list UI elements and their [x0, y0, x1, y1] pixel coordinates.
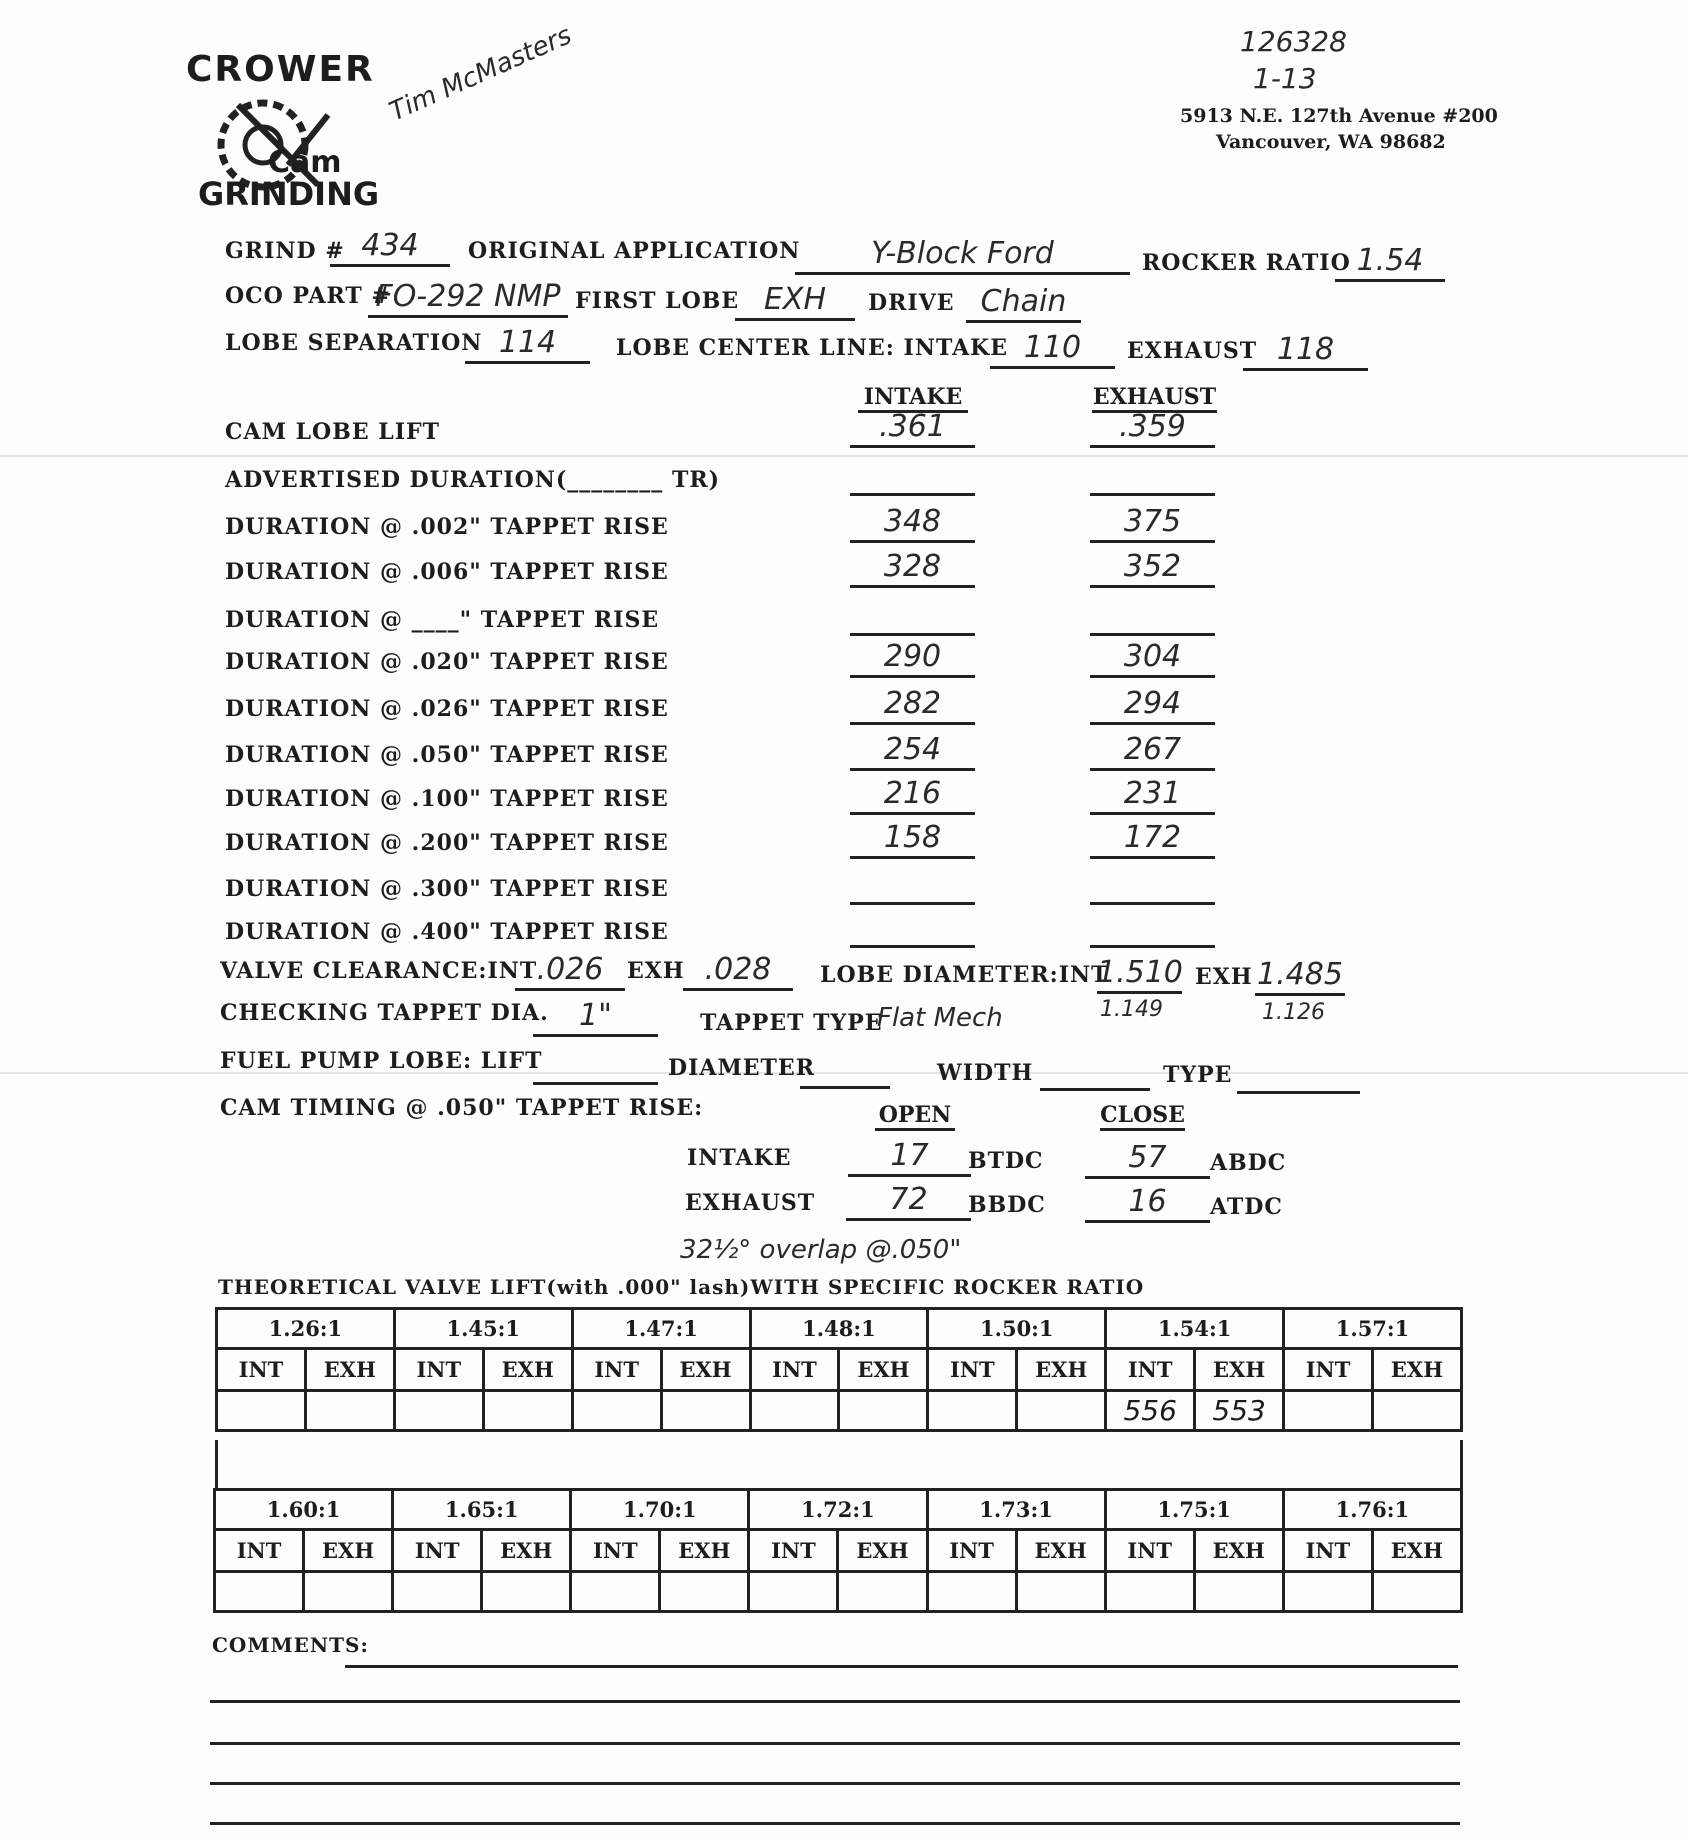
comments-line	[210, 1742, 1460, 1745]
spec-row-exhaust: 267	[1090, 732, 1215, 771]
lift-table-title: THEORETICAL VALVE LIFT(with .000" lash)WITH SPECIFIC ROCKER RATIO	[218, 1275, 1145, 1299]
lobe-diameter-label: LOBE DIAMETER:INT	[820, 962, 1109, 988]
fuel-pump-width-blank	[1040, 1052, 1150, 1091]
handwritten-ref-number: 126328	[1240, 25, 1347, 58]
lift-int-value	[750, 1391, 839, 1431]
rocker-ratio-header: 1.47:1	[572, 1309, 750, 1349]
handwritten-name: Tim McMasters	[385, 20, 577, 128]
exh-subheader: EXH	[660, 1530, 749, 1572]
lobe-diameter-int-sub: 1.149	[1100, 997, 1163, 1022]
tappet-type-label: TAPPET TYPE	[700, 1010, 883, 1036]
lift-exh-value	[1194, 1572, 1283, 1612]
rocker-ratio-value: 1.54	[1335, 243, 1445, 282]
lift-exh-value	[304, 1572, 393, 1612]
timing-close-header: CLOSE	[1100, 1102, 1185, 1131]
rocker-ratio-header: 1.45:1	[394, 1309, 572, 1349]
rocker-ratio-header: 1.50:1	[928, 1309, 1106, 1349]
timing-intake-open: 17	[848, 1138, 971, 1177]
int-subheader: INT	[750, 1349, 839, 1391]
exh-subheader: EXH	[1017, 1349, 1106, 1391]
lift-exh-value	[1016, 1572, 1105, 1612]
fuel-pump-label: FUEL PUMP LOBE: LIFT	[220, 1048, 543, 1074]
spec-row-exhaust: 352	[1090, 549, 1215, 588]
rocker-ratio-header: 1.76:1	[1283, 1490, 1461, 1530]
intake-column-header: INTAKE	[858, 384, 968, 413]
exh-subheader: EXH	[1016, 1530, 1105, 1572]
spec-row-exhaust: 231	[1090, 776, 1215, 815]
lift-int-value	[749, 1572, 838, 1612]
lobe-separation-label: LOBE SEPARATION	[225, 330, 483, 356]
spec-row-label: DURATION @ .050" TAPPET RISE	[225, 742, 669, 768]
int-subheader: INT	[1284, 1349, 1373, 1391]
lobe-diameter-int-value: 1.510	[1097, 955, 1182, 994]
rocker-ratio-header: 1.75:1	[1105, 1490, 1283, 1530]
timing-exhaust-close: 16	[1085, 1184, 1210, 1223]
lift-table-lower	[213, 1488, 1463, 1613]
timing-intake-close-unit: ABDC	[1210, 1150, 1287, 1176]
drive-label: DRIVE	[868, 290, 955, 316]
lcl-exhaust-value: 118	[1243, 332, 1368, 371]
timing-exhaust-open-unit: BBDC	[968, 1192, 1046, 1218]
rocker-ratio-header: 1.57:1	[1284, 1309, 1462, 1349]
lift-exh-value: 553	[1195, 1391, 1284, 1431]
lift-exh-value	[305, 1391, 394, 1431]
lobe-diameter-exh-label: EXH	[1195, 964, 1253, 990]
address-line-2: Vancouver, WA 98682	[1216, 131, 1446, 153]
timing-intake-label: INTAKE	[687, 1145, 792, 1171]
exh-subheader: EXH	[1372, 1349, 1461, 1391]
lobe-diameter-exh-value: 1.485	[1255, 957, 1345, 996]
grind-value: 434	[330, 228, 450, 267]
lift-exh-value	[838, 1572, 927, 1612]
lcl-intake-value: 110	[990, 330, 1115, 369]
valve-clearance-int-value: .026	[515, 952, 625, 991]
spec-row-exhaust: 172	[1090, 820, 1215, 859]
lift-int-value	[394, 1391, 483, 1431]
spec-row-exhaust	[1090, 866, 1215, 905]
int-subheader: INT	[927, 1530, 1016, 1572]
spec-row-intake: .361	[850, 409, 975, 448]
lift-int-value	[217, 1391, 306, 1431]
spec-row-label: DURATION @ ____" TAPPET RISE	[225, 607, 660, 633]
rocker-ratio-label: ROCKER RATIO	[1142, 250, 1351, 276]
spec-row-intake: 328	[850, 549, 975, 588]
lift-exh-value	[1372, 1572, 1461, 1612]
comments-line	[210, 1822, 1460, 1825]
fuel-pump-width-label: WIDTH	[937, 1060, 1034, 1086]
lift-exh-value	[661, 1391, 750, 1431]
exhaust-column-header: EXHAUST	[1092, 384, 1217, 413]
spec-row-label: DURATION @ .200" TAPPET RISE	[225, 830, 669, 856]
spec-row-intake: 254	[850, 732, 975, 771]
timing-intake-open-unit: BTDC	[968, 1148, 1044, 1174]
spec-row-label: DURATION @ .002" TAPPET RISE	[225, 514, 669, 540]
grind-label: GRIND #	[225, 238, 345, 264]
comments-line	[210, 1782, 1460, 1785]
handwritten-ref-date: 1-13	[1253, 62, 1317, 95]
rocker-ratio-header: 1.73:1	[927, 1490, 1105, 1530]
lobe-diameter-exh-sub: 1.126	[1262, 1000, 1325, 1025]
part-label: OCO PART #	[225, 283, 391, 309]
part-value: FO-292 NMP	[368, 279, 568, 318]
comments-label: COMMENTS:	[212, 1633, 369, 1657]
spec-row-intake	[850, 597, 975, 636]
lift-int-value	[393, 1572, 482, 1612]
fuel-pump-type-label: TYPE	[1163, 1062, 1233, 1088]
lift-exh-value	[1017, 1391, 1106, 1431]
int-subheader: INT	[1106, 1349, 1195, 1391]
int-subheader: INT	[215, 1530, 304, 1572]
spec-row-exhaust: 294	[1090, 686, 1215, 725]
spec-row-intake	[850, 866, 975, 905]
timing-open-header: OPEN	[875, 1102, 955, 1131]
lift-exh-value	[482, 1572, 571, 1612]
valve-clearance-exh-value: .028	[683, 952, 793, 991]
lift-exh-value	[483, 1391, 572, 1431]
rocker-ratio-header: 1.26:1	[217, 1309, 395, 1349]
drive-value: Chain	[966, 284, 1081, 323]
exh-subheader: EXH	[1194, 1530, 1283, 1572]
spec-row-intake: 290	[850, 639, 975, 678]
spec-row-exhaust	[1090, 909, 1215, 948]
int-subheader: INT	[572, 1349, 661, 1391]
address-line-1: 5913 N.E. 127th Avenue #200	[1180, 105, 1498, 127]
spec-row-label: CAM LOBE LIFT	[225, 419, 440, 445]
valve-clearance-label: VALVE CLEARANCE:INT	[220, 958, 538, 984]
checking-tappet-value: 1"	[533, 998, 658, 1037]
int-subheader: INT	[217, 1349, 306, 1391]
lift-int-value	[1284, 1391, 1373, 1431]
timing-exhaust-label: EXHAUST	[685, 1190, 816, 1216]
rocker-ratio-header: 1.54:1	[1106, 1309, 1284, 1349]
lobe-center-line-label: LOBE CENTER LINE: INTAKE	[616, 335, 1009, 361]
fuel-pump-type-blank	[1237, 1055, 1360, 1094]
comments-line	[345, 1665, 1458, 1668]
lift-int-value	[571, 1572, 660, 1612]
first-lobe-value: EXH	[735, 282, 855, 321]
lift-int-value	[928, 1391, 1017, 1431]
fuel-pump-lift-blank	[533, 1046, 658, 1085]
fuel-pump-diameter-label: DIAMETER	[668, 1055, 815, 1081]
spec-row-intake: 348	[850, 504, 975, 543]
first-lobe-label: FIRST LOBE	[575, 288, 740, 314]
spec-row-exhaust: 375	[1090, 504, 1215, 543]
application-label: ORIGINAL APPLICATION	[468, 238, 801, 264]
exh-subheader: EXH	[482, 1530, 571, 1572]
timing-exhaust-open: 72	[846, 1182, 971, 1221]
lobe-separation-value: 114	[465, 325, 590, 364]
lift-exh-value	[660, 1572, 749, 1612]
application-value: Y-Block Ford	[795, 236, 1130, 275]
checking-tappet-label: CHECKING TAPPET DIA.	[220, 1000, 549, 1026]
company-logo	[178, 45, 428, 215]
cam-timing-label: CAM TIMING @ .050" TAPPET RISE:	[220, 1095, 704, 1121]
rocker-ratio-header: 1.60:1	[215, 1490, 393, 1530]
exh-subheader: EXH	[838, 1530, 927, 1572]
spec-row-exhaust: .359	[1090, 409, 1215, 448]
rocker-ratio-header: 1.48:1	[750, 1309, 928, 1349]
rocker-ratio-header: 1.70:1	[571, 1490, 749, 1530]
int-subheader: INT	[1105, 1530, 1194, 1572]
int-subheader: INT	[571, 1530, 660, 1572]
lift-int-value: 556	[1106, 1391, 1195, 1431]
spec-row-exhaust	[1090, 597, 1215, 636]
spec-row-label: ADVERTISED DURATION(________ TR)	[225, 467, 721, 493]
lcl-exhaust-label: EXHAUST	[1127, 338, 1258, 364]
exh-subheader: EXH	[483, 1349, 572, 1391]
int-subheader: INT	[393, 1530, 482, 1572]
logo-brand: CROWER	[186, 49, 375, 90]
spec-row-intake: 216	[850, 776, 975, 815]
spec-row-intake	[850, 457, 975, 496]
lift-table-spacer	[215, 1440, 1463, 1488]
int-subheader: INT	[749, 1530, 838, 1572]
logo-line2: GRINDING	[198, 175, 380, 213]
logo-line1: Cam	[268, 145, 342, 180]
timing-intake-close: 57	[1085, 1140, 1210, 1179]
comments-line	[210, 1700, 1460, 1703]
fuel-pump-diameter-blank	[800, 1050, 890, 1089]
lift-table-upper	[215, 1307, 1463, 1432]
lift-int-value	[215, 1572, 304, 1612]
overlap-note: 32½° overlap @.050"	[680, 1235, 962, 1265]
spec-row-exhaust	[1090, 457, 1215, 496]
lift-int-value	[1105, 1572, 1194, 1612]
valve-clearance-exh-label: EXH	[627, 958, 685, 984]
exh-subheader: EXH	[1195, 1349, 1284, 1391]
spec-row-label: DURATION @ .100" TAPPET RISE	[225, 786, 669, 812]
tappet-type-value: Flat Mech	[877, 1003, 1003, 1033]
paper-fold	[0, 455, 1688, 457]
spec-row-label: DURATION @ .020" TAPPET RISE	[225, 649, 669, 675]
spec-row-exhaust: 304	[1090, 639, 1215, 678]
lift-int-value	[1283, 1572, 1372, 1612]
exh-subheader: EXH	[304, 1530, 393, 1572]
exh-subheader: EXH	[1372, 1530, 1461, 1572]
int-subheader: INT	[928, 1349, 1017, 1391]
spec-row-label: DURATION @ .006" TAPPET RISE	[225, 559, 669, 585]
exh-subheader: EXH	[305, 1349, 394, 1391]
lift-int-value	[572, 1391, 661, 1431]
spec-row-label: DURATION @ .400" TAPPET RISE	[225, 919, 669, 945]
lift-int-value	[927, 1572, 1016, 1612]
spec-row-label: DURATION @ .026" TAPPET RISE	[225, 696, 669, 722]
rocker-ratio-header: 1.65:1	[393, 1490, 571, 1530]
timing-exhaust-close-unit: ATDC	[1210, 1194, 1283, 1220]
lift-exh-value	[839, 1391, 928, 1431]
spec-row-intake: 282	[850, 686, 975, 725]
spec-row-label: DURATION @ .300" TAPPET RISE	[225, 876, 669, 902]
int-subheader: INT	[394, 1349, 483, 1391]
exh-subheader: EXH	[661, 1349, 750, 1391]
int-subheader: INT	[1283, 1530, 1372, 1572]
spec-row-intake	[850, 909, 975, 948]
company-address	[1180, 103, 1498, 155]
lift-exh-value	[1372, 1391, 1461, 1431]
spec-row-intake: 158	[850, 820, 975, 859]
exh-subheader: EXH	[839, 1349, 928, 1391]
rocker-ratio-header: 1.72:1	[749, 1490, 927, 1530]
